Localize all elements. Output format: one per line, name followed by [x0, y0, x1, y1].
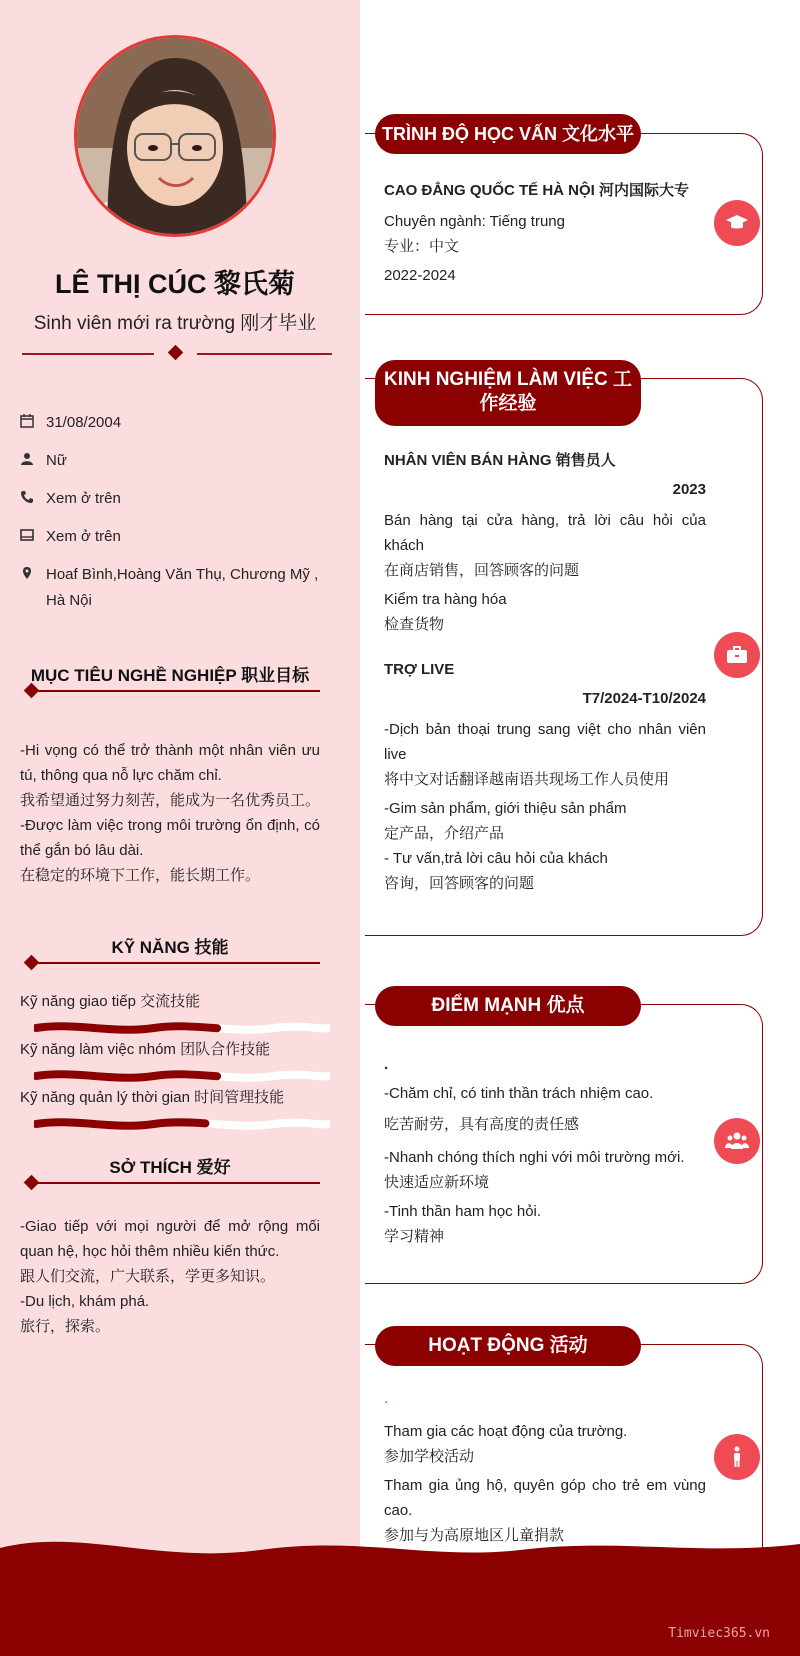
strengths-content: [384, 1052, 706, 1249]
birthday-value: 31/08/2004: [46, 414, 122, 431]
address-value: Hoaf Bình,Hoàng Văn Thụ, Chương Mỹ , Hà Nội: [46, 566, 319, 609]
job-desc: -Dịch bản thoại trung sang việt cho nhân viên live: [384, 721, 706, 763]
education-major-vi: Chuyên ngành: Tiếng trung: [384, 213, 565, 230]
job-desc: Kiểm tra hàng hóa: [384, 591, 507, 608]
gender-value: Nữ: [46, 452, 67, 469]
activities-heading: HOẠT ĐỘNG 活动: [375, 1326, 641, 1366]
calendar-icon: [20, 414, 34, 428]
job-title: TRỢ LIVE: [384, 661, 455, 678]
objective-text: -Hi vọng có thể trở thành một nhân viên ưu tú, thông qua nỗ lực chăm chỉ. 我希望通过努力刻苦，能成为一名优秀员工。 -Được làm việc trong môi trường ổn định, có thể gắn bó lâu dài. 在稳定的环境下工作，能长期工作。: [20, 742, 321, 884]
school-name: CAO ĐẲNG QUỐC TẾ HÀ NỘI 河内国际大专: [384, 182, 690, 199]
job-desc: - Tư vấn,trả lời câu hỏi của khách: [384, 850, 608, 867]
education-major-zh: 专业：中文: [384, 238, 460, 255]
profile-name: LÊ THỊ CÚC 黎氏菊: [55, 269, 295, 299]
graduation-cap-icon: [725, 211, 749, 235]
contact-phone: [20, 486, 320, 512]
education-content: [384, 178, 706, 288]
experience-icon-circle: [714, 632, 760, 678]
education-heading: TRÌNH ĐỘ HỌC VẤN 文化水平: [375, 114, 641, 154]
skill-label: Kỹ năng quản lý thời gian 时间管理技能: [20, 1089, 285, 1106]
hobbies-text: -Giao tiếp với mọi người để mở rộng mối quan hệ, học hỏi thêm nhiều kiến thức. 跟人们交流，广大联系，学更多知识。 -Du lịch, khám phá. 旅行，探索。: [20, 1218, 320, 1335]
person-icon: [725, 1445, 749, 1469]
contact-birthday: [20, 410, 320, 436]
experience-content: [384, 448, 706, 896]
phone-value: Xem ở trên: [46, 490, 121, 507]
job-period: T7/2024-T10/2024: [582, 690, 706, 707]
job-desc: 检查货物: [384, 616, 445, 633]
strengths-heading: ĐIỂM MẠNH 优点: [375, 986, 641, 1026]
briefcase-icon: [725, 643, 749, 667]
education-icon-circle: [714, 200, 760, 246]
job-period: 2023: [672, 481, 706, 498]
strengths-bullet: .: [384, 1056, 389, 1073]
hobbies-heading: SỞ THÍCH 爱好: [20, 1148, 320, 1188]
strength-item: 吃苦耐劳，具有高度的责任感: [384, 1116, 580, 1133]
phone-icon: [20, 490, 34, 504]
strength-item: 快速适应新环境: [384, 1174, 490, 1191]
strength-item: -Nhanh chóng thích nghi với môi trường mới.: [384, 1149, 685, 1166]
activity-item: Tham gia ủng hộ, quyên góp cho trẻ em vùng cao.: [384, 1477, 706, 1519]
skill-item: [20, 1038, 320, 1059]
users-icon: [725, 1129, 749, 1153]
skill-label: Kỹ năng làm việc nhóm 团队合作技能: [20, 1041, 271, 1058]
profile-title: Sinh viên mới ra trường 刚才毕业: [33, 313, 317, 334]
job-desc: -Gim sản phẩm, giới thiệu sản phẩm: [384, 800, 627, 817]
email-icon: [20, 528, 34, 542]
skill-bar: [34, 1118, 330, 1130]
activities-icon-circle: [714, 1434, 760, 1480]
skill-item: [20, 1086, 320, 1107]
job-desc: Bán hàng tại cửa hàng, trả lời câu hỏi của khách: [384, 512, 706, 554]
skill-label: Kỹ năng giao tiếp 交流技能: [20, 993, 201, 1010]
skills-heading: KỸ NĂNG 技能: [20, 928, 320, 968]
contact-email: [20, 524, 320, 550]
experience-heading: KINH NGHIỆM LÀM VIỆC 工作经验: [375, 360, 641, 426]
strength-item: 学习精神: [384, 1228, 445, 1245]
profile-photo: [74, 35, 276, 237]
education-years: 2022-2024: [384, 267, 456, 284]
activity-item: 参加学校活动: [384, 1448, 475, 1465]
activities-bullet: .: [384, 1390, 389, 1407]
contact-address: [20, 562, 320, 614]
job-desc: 咨询，回答顾客的问题: [384, 875, 535, 892]
objective-heading: MỤC TIÊU NGHỀ NGHIỆP 职业目标: [20, 656, 320, 696]
activity-item: Tham gia các hoạt động của trường.: [384, 1423, 628, 1440]
job-desc: 定产品，介绍产品: [384, 825, 505, 842]
strength-item: -Chăm chỉ, có tinh thần trách nhiệm cao.: [384, 1085, 654, 1102]
watermark: Timviec365.vn: [668, 1626, 770, 1641]
job-desc: 将中文对话翻译越南语共现场工作人员使用: [384, 771, 670, 788]
strengths-icon-circle: [714, 1118, 760, 1164]
name-divider: [22, 347, 332, 361]
skill-item: [20, 990, 320, 1011]
job-title: NHÂN VIÊN BÁN HÀNG 销售员人: [384, 452, 616, 469]
skill-bar: [34, 1070, 330, 1082]
email-value: Xem ở trên: [46, 528, 121, 545]
job-desc: 在商店销售，回答顾客的问题: [384, 562, 580, 579]
skill-bar: [34, 1022, 330, 1034]
activity-item: 参加与为高原地区儿童捐款: [384, 1527, 565, 1544]
strength-item: -Tinh thần ham học hỏi.: [384, 1203, 542, 1220]
contact-gender: [20, 448, 320, 474]
location-icon: [20, 566, 34, 580]
user-icon: [20, 452, 34, 466]
